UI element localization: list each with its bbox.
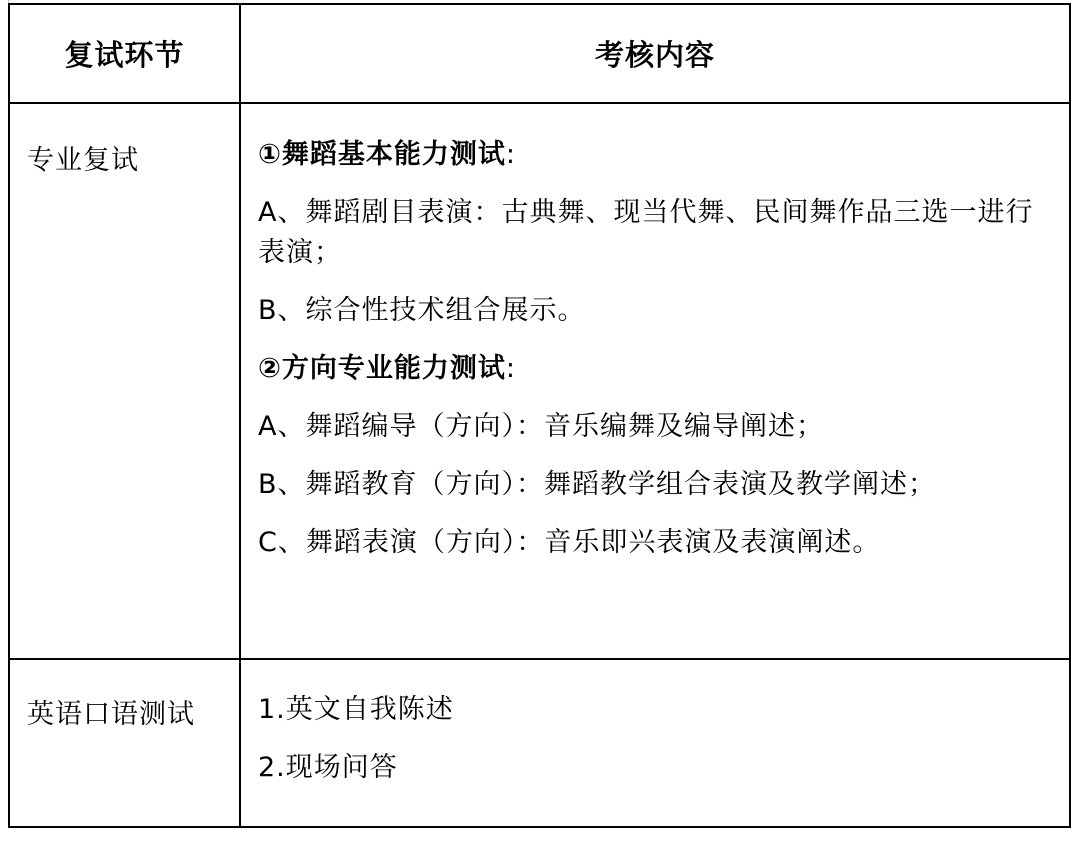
content-list xyxy=(241,660,1069,788)
content-line: 1.英文自我陈述 xyxy=(258,694,454,725)
content-line-suffix: : xyxy=(505,353,516,384)
content-line xyxy=(258,135,1053,175)
table-header-row xyxy=(9,4,1070,103)
content-line-text: ②方向专业能力测试 xyxy=(258,353,506,384)
content-line: A、舞蹈剧目表演：古典舞、现当代舞、民间舞作品三选一进行表演； xyxy=(258,197,1034,268)
header-content: 考核内容 xyxy=(240,4,1070,103)
content-line: B、综合性技术组合展示。 xyxy=(258,295,586,326)
table-row xyxy=(9,103,1070,659)
exam-content-table xyxy=(8,3,1071,828)
content-line xyxy=(258,349,1053,389)
stage-label: 专业复试 xyxy=(27,145,139,176)
header-stage: 复试环节 xyxy=(9,4,240,103)
table-row xyxy=(9,659,1070,827)
stage-cell xyxy=(9,103,240,659)
stage-cell xyxy=(9,659,240,827)
content-line: 2.现场问答 xyxy=(258,752,398,783)
content-cell xyxy=(240,659,1070,827)
content-line-text: ①舞蹈基本能力测试 xyxy=(258,139,506,170)
content-line-suffix: : xyxy=(505,139,516,170)
content-line: B、舞蹈教育（方向）：舞蹈教学组合表演及教学阐述； xyxy=(258,469,937,500)
content-cell xyxy=(240,103,1070,659)
content-line: A、舞蹈编导（方向）：音乐编舞及编导阐述； xyxy=(258,411,824,442)
content-list xyxy=(241,104,1069,563)
content-line: C、舞蹈表演（方向）：音乐即兴表演及表演阐述。 xyxy=(258,527,881,558)
stage-label: 英语口语测试 xyxy=(27,699,195,730)
